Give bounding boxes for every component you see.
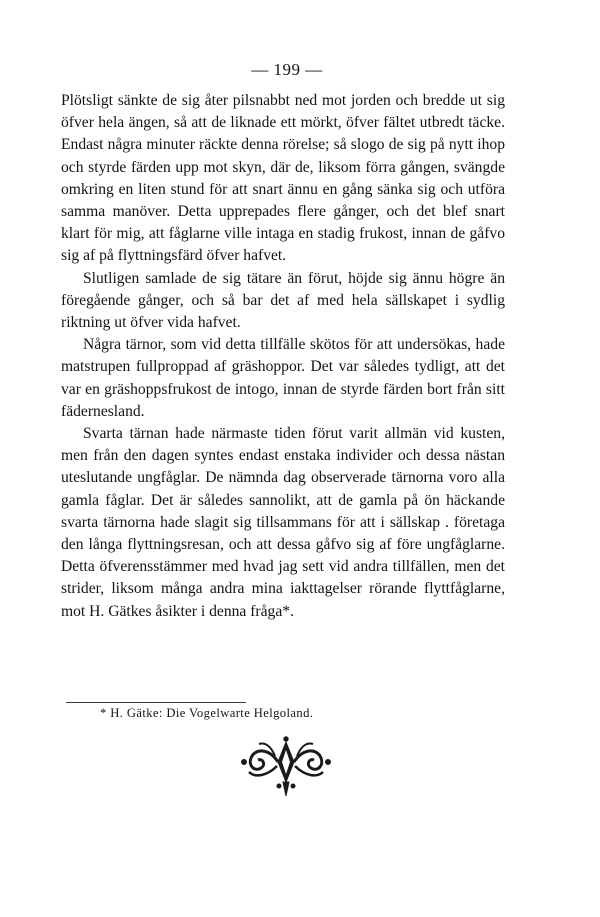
- paragraph-3: Några tärnor, som vid detta tillfälle skötos för att undersökas, hade matstrupen fullproppad af gräshoppor. Det var således tydligt, att det var en gräshoppsfrukost de intogo, innan de styrde färden bort från sitt fädernesland.: [61, 336, 505, 420]
- paragraph-1: Plötsligt sänkte de sig åter pilsnabbt ned mot jorden och bredde ut sig öfver hela ängen, så att de liknade ett mörkt, öfver fältet utbredt täcke. Endast några minuter räckte denna rörelse; så slogo de sig på nytt ihop och styrde färden upp mot skyn, där de, liksom förra gången, svängde omkring en liten stund för att snart ännu en gång sänka sig och utföra samma manöver. Detta upprepades flere gånger, och det blef snart klart för mig, att fåglarne ville intaga en stadig frukost, innan de gåfvo sig af på flyttningsfärd öfver hafvet.: [61, 92, 505, 265]
- footnote: * H. Gätke: Die Vogelwarte Helgoland.: [100, 706, 314, 720]
- page-number: — 199 —: [251, 60, 323, 79]
- body-text: [61, 90, 505, 623]
- footnote-rule: [66, 702, 246, 703]
- ornament-icon: [241, 736, 331, 798]
- paragraph-2: Slutligen samlade de sig tätare än förut, höjde sig ännu högre än föregående gånger, och så bar det af med hela sällskapet i sydlig riktning ut öfver vida hafvet.: [61, 269, 505, 332]
- paragraph-4: Svarta tärnan hade närmaste tiden förut varit allmän vid kusten, men från den dagen syntes endast enstaka individer och dessa nästan uteslutande ungfåglar. De nämnda dag observerade tärnorna voro alla gamla fåglar. Det är således sannolikt, att de gamla på ön häckande svarta tärnorna hade slagit sig tillsammans för att i sällskap . företaga den långa flyttningsresan, och att dessa gåfvo sig af före ungfåglarne. Detta öfverensstämmer med hvad jag sett vid andra tillfällen, men det strider, liksom många andra mina iakttagelser rörande flyttfåglarne, mot H. Gätkes åsikter i denna fråga*.: [61, 425, 505, 620]
